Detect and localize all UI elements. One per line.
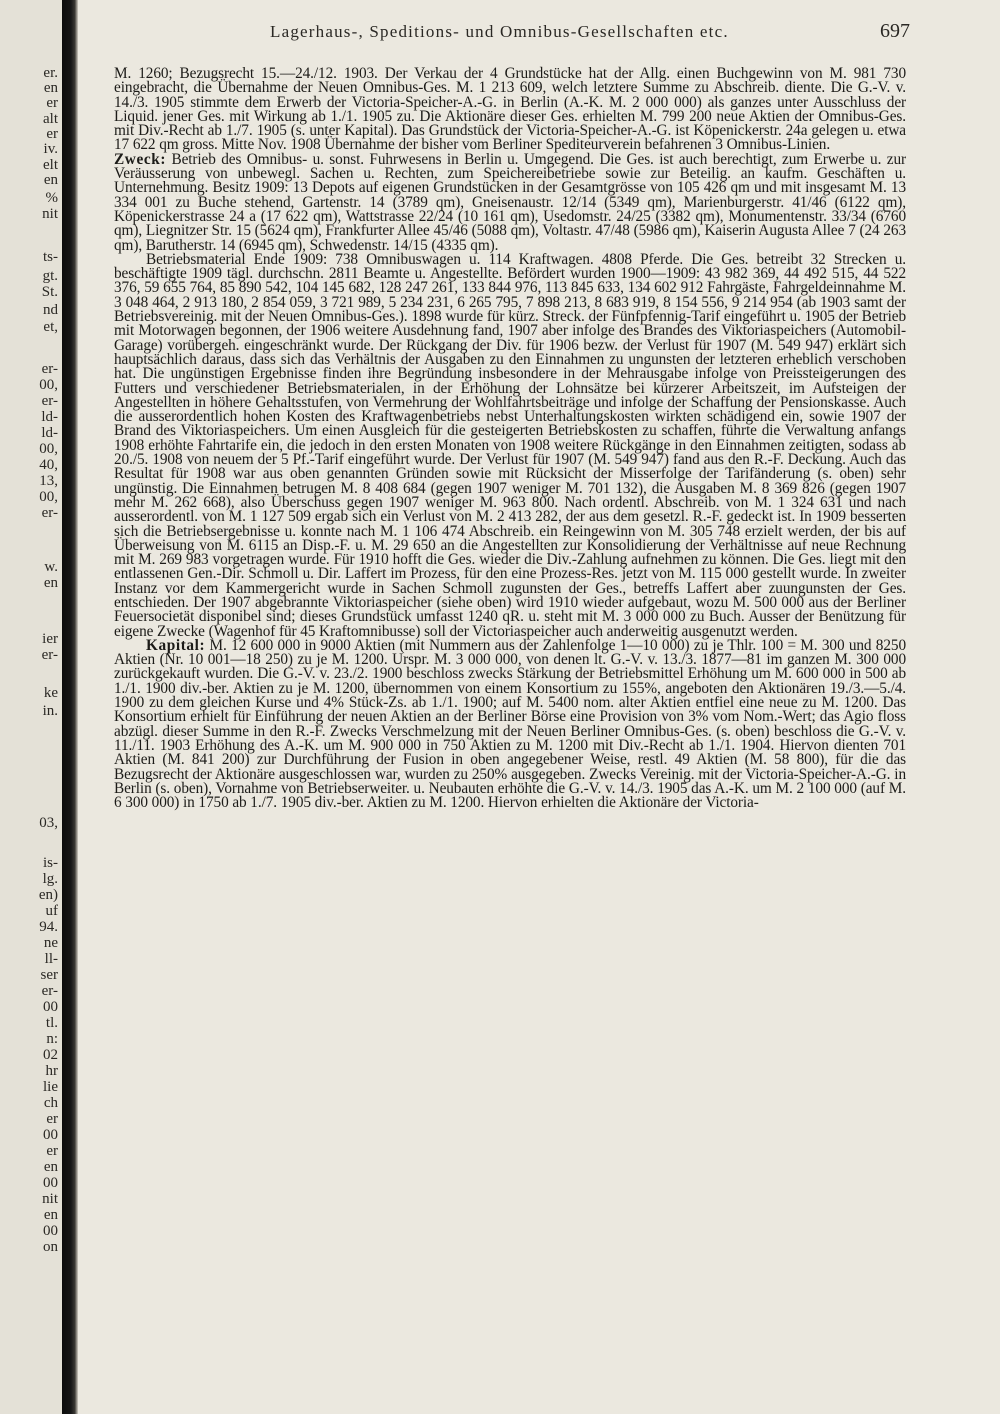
margin-fragment: ld- (41, 409, 58, 425)
section-title-kapital: Kapital: (146, 636, 206, 654)
margin-fragment: in. (42, 703, 58, 719)
margin-fragment: er- (41, 647, 58, 663)
margin-fragment: 00 (43, 1127, 58, 1143)
margin-fragment: ke (43, 685, 58, 701)
margin-fragment: % (45, 190, 58, 206)
margin-fragment: is- (43, 855, 58, 871)
margin-fragment: er (46, 1111, 58, 1127)
margin-fragment: en (43, 575, 58, 591)
margin-fragment: n: (46, 1031, 58, 1047)
margin-fragment: alt (43, 111, 58, 127)
margin-fragment: 00, (39, 377, 58, 393)
margin-fragment: 03, (39, 815, 58, 831)
margin-fragment: er. (43, 65, 58, 81)
margin-fragment: 40, (39, 457, 58, 473)
margin-fragment: nit (42, 206, 58, 222)
section-title-zweck: Zweck: (114, 150, 167, 168)
margin-fragment: tl. (45, 1015, 58, 1031)
margin-fragment: 02 (43, 1047, 58, 1063)
margin-fragment: en (43, 1159, 58, 1175)
margin-fragment: ier (42, 631, 58, 647)
margin-fragment: er- (41, 505, 58, 521)
margin-fragment: ch (43, 1095, 58, 1111)
margin-fragment: nd (43, 302, 58, 318)
margin-fragment: 94. (39, 919, 58, 935)
margin-fragment: 13, (39, 473, 58, 489)
page-header (110, 20, 910, 50)
margin-fragment: et, (43, 319, 58, 335)
margin-fragment: ll- (44, 951, 58, 967)
margin-fragment: er (46, 1143, 58, 1159)
margin-fragment: er- (41, 361, 58, 377)
margin-fragment: ne (43, 935, 58, 951)
margin-fragment: ts- (43, 249, 58, 265)
margin-fragment: 00 (43, 1175, 58, 1191)
margin-fragment: w. (44, 559, 58, 575)
paragraph-zweck (114, 150, 906, 254)
margin-fragment: en (43, 172, 58, 188)
margin-fragment: en) (38, 887, 58, 903)
margin-fragment: lg. (42, 871, 58, 887)
left-page-margin-fragments (0, 0, 62, 1414)
margin-fragment: elt (43, 157, 58, 173)
margin-fragment: er- (41, 393, 58, 409)
margin-fragment: 00 (43, 1223, 58, 1239)
margin-fragment: 00, (39, 441, 58, 457)
book-gutter (62, 0, 78, 1414)
margin-fragment: en (43, 80, 58, 96)
paragraph-kapital-text: M. 12 600 000 in 9000 Aktien (mit Nummern aus der Zahlenfolge 1—10 000) zu je Thlr. 100 = M. 300 und 8250 Aktien (Nr. 10 001—18 250) zu je M. 1200. Urspr. M. 3 000 000, von denen lt. G.-V. v. 13./3. 1877—81 im ganzen M. 300 000 zurückgekauft wurden. Die G.-V. v. 23./2. 1900 beschloss zwecks Stärkung der Betriebsmittel Erhöhung um M. 600 000 in 500 ab 1./1. 1900 div.-ber. Aktien zu je M. 1200, übernommen von einem Konsortium zu 155%, angeboten den Aktionären 19./3.—5./4. 1900 zu dem gleichen Kurse und 4% Stück-Zs. ab 1./1. 1900; auf M. 5400 nom. alter Aktien entfiel eine neue zu M. 1200. Das Konsortium erhielt für Einführung der neuen Aktien an der Berliner Börse eine Provision von 3% vom Nom.-Wert; das Agio floss abzügl. dieser Summe in den R.-F. Zwecks Verschmelzung mit der Neuen Berliner Omnibus-Ges. (s. oben) beschloss die G.-V. v. 11./11. 1903 Erhöhung des A.-K. um M. 900 000 in 750 Aktien zu M. 1200 mit Div.-Recht ab 1./1. 1904. Hiervon dienten 701 Aktien (M. 841 200) zur Durchführung der Fusion in oben angegebener Weise, restl. 49 Aktien (M. 58 800), für die das Bezugsrecht der Aktionäre ausgeschlossen war, wurden zu 250% ausgegeben. Zwecks Vereinig. mit der Victoria-Speicher-A.-G. in Berlin (s. oben), Vornahme von Betriebserweiter. u. Neubauten erhöhte die G.-V. v. 14./3. 1905 das A.-K. um M. 2 100 000 (auf M. 6 300 000) in 1750 ab 1./7. 1905 div.-ber. Aktien zu M. 1200. Hiervon erhielten die Aktionäre der Victoria- (114, 636, 906, 812)
margin-fragment: nit (42, 1191, 58, 1207)
margin-fragment: St. (41, 284, 58, 300)
margin-fragment: iv. (43, 141, 58, 157)
margin-fragment: uf (45, 903, 58, 919)
margin-fragment: lie (43, 1079, 58, 1095)
margin-fragment: ser (40, 967, 58, 983)
page-number: 697 (880, 20, 910, 42)
margin-fragment: ld- (41, 425, 58, 441)
running-head: Lagerhaus-, Speditions- und Omnibus-Gesellschaften etc. (270, 22, 729, 41)
margin-fragment: er (46, 95, 58, 111)
margin-fragment: er (46, 126, 58, 142)
margin-fragment: on (43, 1239, 58, 1255)
paragraph-kapital (114, 636, 906, 812)
margin-fragment: hr (45, 1063, 58, 1079)
body-text (114, 67, 906, 810)
margin-fragment: er- (41, 983, 58, 999)
paragraph-betriebsmaterial (114, 250, 906, 640)
margin-fragment: 00 (43, 999, 58, 1015)
paragraph-intro (114, 67, 906, 153)
margin-fragment: gt. (42, 268, 58, 284)
margin-fragment: 00, (39, 489, 58, 505)
paragraph-zweck-text: Betrieb des Omnibus- u. sonst. Fuhrwesens in Berlin u. Umgegend. Die Ges. ist auch berechtigt, zum Erwerbe u. zur Veräusserung von unbewegl. Sachen u. Rechten, zum Speichereibetriebe sowie zur Beteilig. an kaufm. Geschäften u. Unternehmung. Besitz 1909: 13 Depots auf eigenen Grundstücken in der Gesamtgrösse von 105 426 qm und mit insgesamt M. 13 334 001 zu Buche stehend, Gartenstr. 14 (3789 qm), Gneisenaustr. 12/14 (5349 qm), Marienburgerstr. 41/46 (6122 qm), Köpenickerstrasse 24 a (17 622 qm), Wattstrasse 22/24 (10 161 qm), Usedomstr. 24/25 (3382 qm), Monumentenstr. 33/34 (6760 qm), Liegnitzer Str. 15 (5624 qm), Frankfurter Allee 45/46 (5088 qm), Voltastr. 47/48 (5986 qm), Kaiserin Augusta Allee 7 (24 263 qm), Barutherstr. 14 (6945 qm), Schwedenstr. 14/15 (4335 qm). (114, 150, 906, 254)
paragraph-intro-text: M. 1260; Bezugsrecht 15.—24./12. 1903. Der Verkau der 4 Grundstücke hat der Allg. einen Buchgewinn von M. 981 730 eingebracht, die Übernahme der Neuen Omnibus-Ges. M. 1 213 609, welch letztere Summe zu Abschreib. diente. Die G.-V. v. 14./3. 1905 stimmte dem Erwerb der Victoria-Speicher-A.-G. in Berlin (A.-K. M. 2 000 000) als ganzes unter Ausschluss der Liquid. jener Ges. mit Wirkung ab 1./1. 1905 zu. Die Aktionäre dieser Ges. erhielten M. 799 200 neue Aktien der Omnibus-Ges. mit Div.-Recht ab 1./7. 1905 (s. unter Kapital). Das Grundstück der Victoria-Speicher-A.-G. ist Köpenickerstr. 24a gelegen u. etwa 17 622 qm gross. Mitte Nov. 1908 Übernahme der bisher vom Berliner Spediteurverein befahrenen 3 Omnibus-Linien. (114, 65, 906, 154)
margin-fragment: en (43, 1207, 58, 1223)
paragraph-betriebsmaterial-text: Betriebsmaterial Ende 1909: 738 Omnibuswagen u. 114 Kraftwagen. 4808 Pferde. Die Ges. betreibt 32 Strecken u. beschäftigte 1909 tägl. durchschn. 2811 Beamte u. Angestellte. Befördert wurden 1900—1909: 43 982 369, 44 492 515, 44 522 376, 59 655 764, 85 890 542, 104 145 682, 128 247 261, 133 844 976, 113 845 633, 134 602 912 Fahrgäste, Fahrgeldeinnahme M. 3 048 464, 2 913 180, 2 854 059, 3 721 989, 5 234 231, 6 265 795, 7 898 213, 8 683 919, 8 154 556, 9 214 954 (ab 1903 samt der Betriebsvereinig. mit der Neuen Omnibus-Ges.). 1898 wurde für kürz. Streck. der Fünfpfennig-Tarif eingeführt u. 1905 der Betrieb mit Motorwagen begonnen, der 1906 weitere Ausdehnung fand, 1907 aber infolge des Brandes des Viktoriaspeichers (Automobil-Garage) vorübergeh. eingeschränkt wurde. Der Rückgang der Div. für 1906 bezw. der Verlust für 1907 (M. 549 947) erklärt sich hauptsächlich daraus, dass sich das Verhältnis der Ausgaben zu den Einnahmen zu ungunsten der letzteren erheblich verschoben hat. Die ungünstigen Ergebnisse finden ihre Begründung insbesondere in der Mehrausgabe infolge von Preissteigerungen des Futters und verschiedener Betriebsmaterialen, in der Erhöhung der Lohnsätze bei kürzerer Arbeitszeit, im Aufsteigen der Angestellten in höhere Gehaltsstufen, von Vermehrung der Wohlfahrtsbeiträge und infolge der Schaffung der Pensionskasse. Auch die ausserordentlich hohen Kosten des Kraftwagenbetriebs nebst Unterhaltungskosten wirkten schädigend ein, sowie 1907 der Brand des Viktoriaspeichers. Um einen Ausgleich für die gesteigerten Betriebskosten zu schaffen, führte die Verwaltung anfangs 1908 erhöhte Fahrtarife ein, die jedoch in den ersten Monaten von 1908 weitere Rückgänge in den Einnahmen zeitigten, sodass ab 20./5. 1908 von neuem der 5 Pf.-Tarif eingeführt wurde. Der Verlust für 1907 (M. 549 947) fand aus den R.-F. Deckung. Auch das Resultat für 1908 war aus oben genannten Gründen sowie mit Rücksicht der Misserfolge der Tarifänderung (s. oben) sehr ungünstig. Die Einnahmen betrugen M. 8 408 684 (gegen 1907 weniger M. 701 132), die Ausgaben M. 8 369 826 (gegen 1907 mehr M. 262 668), also Überschuss gegen 1907 weniger M. 963 800. Nach ordentl. Abschreib. von M. 1 324 631 und nach ausserordentl. von M. 1 127 509 ergab sich ein Verlust von M. 2 413 282, der aus dem gesetzl. R.-F. gedeckt ist. In 1909 besserten sich die Betriebsergebnisse u. konnte nach M. 1 106 474 Abschreib. ein Reingewinn von M. 305 748 erzielt werden, der bis auf Überweisung von M. 6115 an Disp.-F. u. M. 29 650 an die Angestellten zur Konsolidierung der Verhältnisse auf neue Rechnung mit M. 269 983 vorgetragen wurde. Für 1910 hofft die Ges. wieder die Div.-Zahlung aufnehmen zu können. Die Ges. liegt mit den entlassenen Gen.-Dir. Schmoll u. Dir. Laffert im Prozess, für den eine Prozess-Res. jetzt von M. 115 000 gestellt wurde. In zweiter Instanz vor dem Kammergericht wurde in Sachen Schmoll zugunsten der Ges., betreffs Laffert aber zuungunsten der Ges. entschieden. Der 1907 abgebrannte Viktoriaspeicher (siehe oben) wird 1910 wieder aufgebaut, wozu M. 500 000 aus der Berliner Feuersocietät disponibel sind; dieses Grundstück umfasst 1240 qR. u. steht mit M. 3 000 000 zu Buch. Ausser der Benützung für eigene Zwecke (Wagenhof für 45 Kraftomnibusse) soll der Victoriaspeicher auch anderweitig ausgenutzt werden. (114, 250, 906, 640)
